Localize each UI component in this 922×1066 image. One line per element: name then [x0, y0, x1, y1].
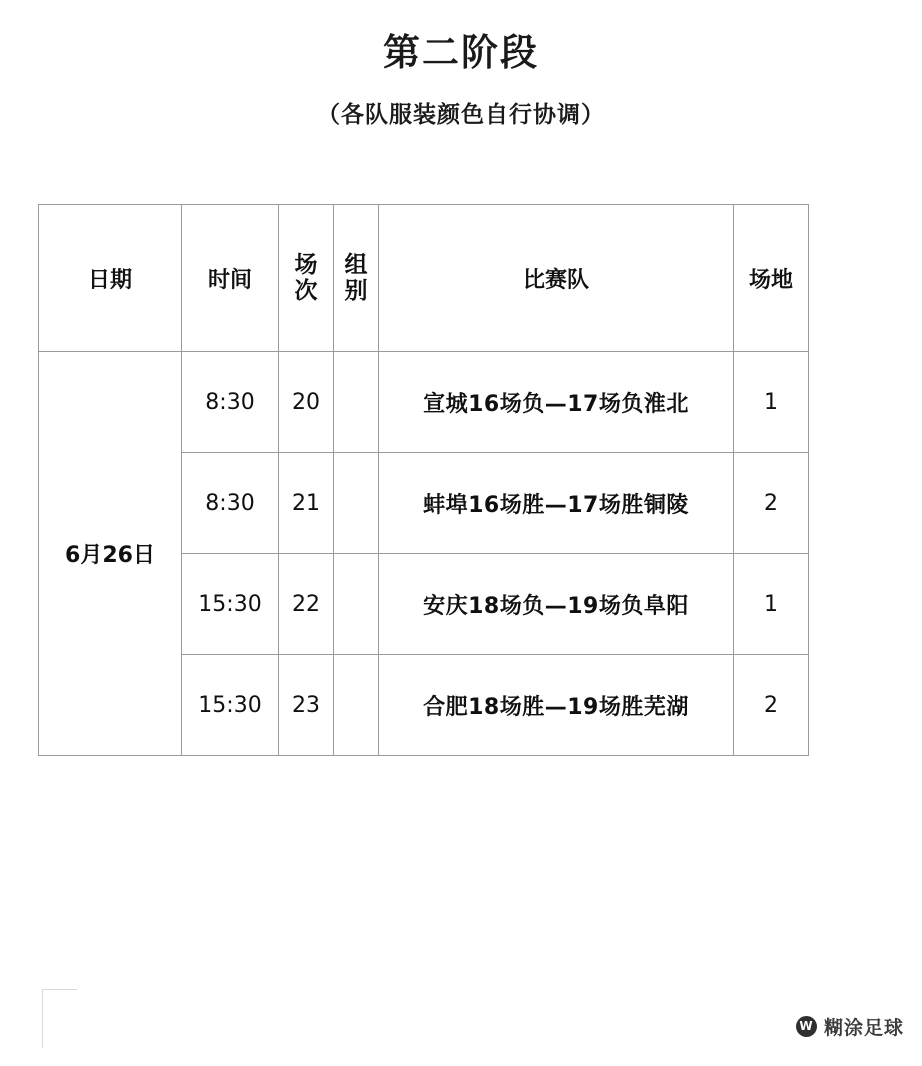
watermark-label: 糊涂足球	[823, 1017, 904, 1039]
cell-group	[334, 554, 379, 655]
header-date: 日期	[39, 205, 182, 352]
document-page	[0, 22, 922, 1066]
cell-group	[334, 655, 379, 756]
cell-field: 1	[734, 554, 809, 655]
header-teams: 比赛队	[379, 205, 734, 352]
cell-match-no: 22	[279, 554, 334, 655]
cell-time: 8:30	[182, 453, 279, 554]
header-match-no-line2: 次	[294, 278, 318, 304]
header-match-no	[279, 205, 334, 352]
header-group-line2: 别	[344, 278, 368, 304]
schedule-table	[38, 204, 809, 756]
page-title: 第二阶段	[383, 31, 539, 74]
cell-group	[334, 453, 379, 554]
cell-group	[334, 352, 379, 453]
cell-match-no: 20	[279, 352, 334, 453]
page-corner-artifact	[42, 989, 77, 1048]
cell-time: 8:30	[182, 352, 279, 453]
wechat-icon: W	[796, 1016, 817, 1037]
header-group	[334, 205, 379, 352]
watermark	[796, 1013, 904, 1040]
header-group-line1: 组	[344, 251, 368, 278]
table-row	[39, 352, 809, 453]
header-match-no-line1: 场	[294, 251, 318, 278]
schedule-table-wrapper	[38, 204, 808, 756]
cell-match-no: 21	[279, 453, 334, 554]
cell-field: 2	[734, 453, 809, 554]
cell-teams: 安庆18场负—19场负阜阳	[379, 554, 734, 655]
header-field: 场地	[734, 205, 809, 352]
header-time: 时间	[182, 205, 279, 352]
cell-time: 15:30	[182, 655, 279, 756]
cell-teams: 合肥18场胜—19场胜芜湖	[379, 655, 734, 756]
cell-field: 2	[734, 655, 809, 756]
cell-match-no: 23	[279, 655, 334, 756]
cell-time: 15:30	[182, 554, 279, 655]
page-subtitle: （各队服装颜色自行协调）	[317, 102, 605, 128]
cell-teams: 蚌埠16场胜—17场胜铜陵	[379, 453, 734, 554]
cell-field: 1	[734, 352, 809, 453]
table-header-row	[39, 205, 809, 352]
cell-teams: 宣城16场负—17场负淮北	[379, 352, 734, 453]
cell-date: 6月26日	[39, 352, 182, 756]
